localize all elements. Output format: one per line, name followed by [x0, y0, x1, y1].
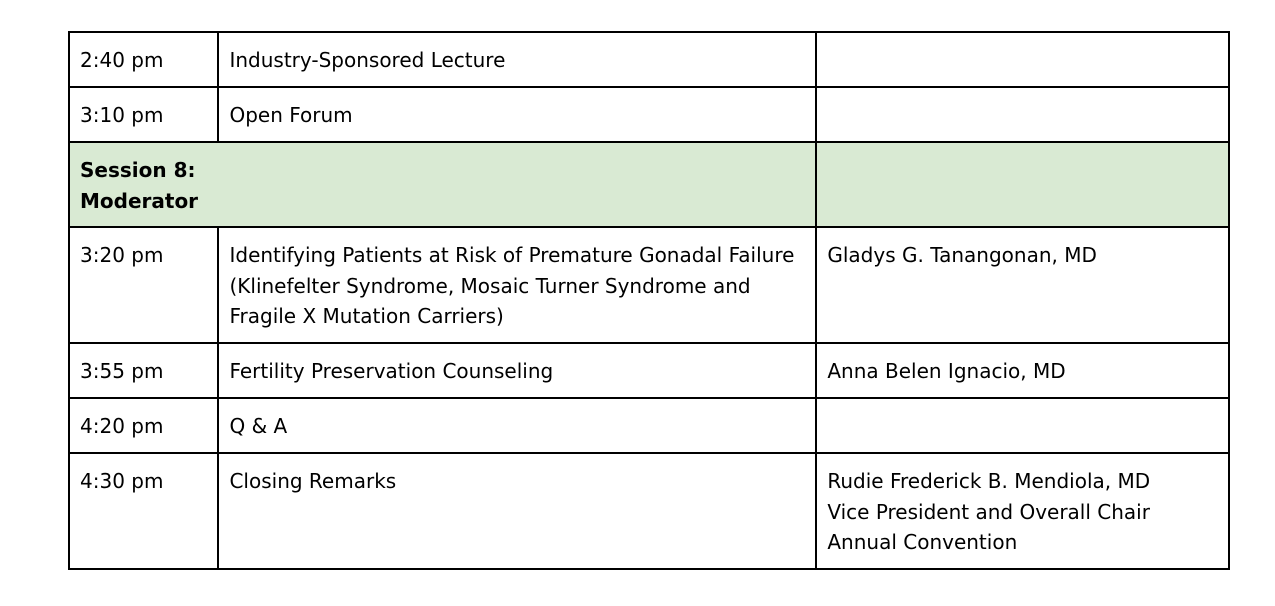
- schedule-row: [69, 343, 1229, 398]
- time-cell: 2:40 pm: [69, 32, 218, 87]
- time-cell: 4:20 pm: [69, 398, 218, 453]
- topic-cell: Industry-Sponsored Lecture: [218, 32, 816, 87]
- session-header-row: [69, 142, 1229, 227]
- schedule-row: [69, 32, 1229, 87]
- topic-cell: Closing Remarks: [218, 453, 816, 569]
- time-cell: 3:20 pm: [69, 227, 218, 343]
- schedule-row: [69, 398, 1229, 453]
- schedule-row: [69, 227, 1229, 343]
- speaker-cell: [816, 32, 1229, 87]
- time-cell: 3:55 pm: [69, 343, 218, 398]
- time-cell: 4:30 pm: [69, 453, 218, 569]
- schedule-row: [69, 87, 1229, 142]
- program-schedule-table: [68, 31, 1230, 570]
- speaker-cell: Anna Belen Ignacio, MD: [816, 343, 1229, 398]
- session-title-cell: Session 8: Moderator: [69, 142, 816, 227]
- time-cell: 3:10 pm: [69, 87, 218, 142]
- session-extra-cell: [816, 142, 1229, 227]
- speaker-cell: [816, 87, 1229, 142]
- topic-cell: Q & A: [218, 398, 816, 453]
- schedule-row: [69, 453, 1229, 569]
- speaker-cell: [816, 398, 1229, 453]
- speaker-cell: Gladys G. Tanangonan, MD: [816, 227, 1229, 343]
- topic-cell: Fertility Preservation Counseling: [218, 343, 816, 398]
- topic-cell: Identifying Patients at Risk of Premature Gonadal Failure (Klinefelter Syndrome, Mosaic Turner Syndrome and Fragile X Mutation Carriers): [218, 227, 816, 343]
- topic-cell: Open Forum: [218, 87, 816, 142]
- speaker-cell: Rudie Frederick B. Mendiola, MD Vice President and Overall Chair Annual Convention: [816, 453, 1229, 569]
